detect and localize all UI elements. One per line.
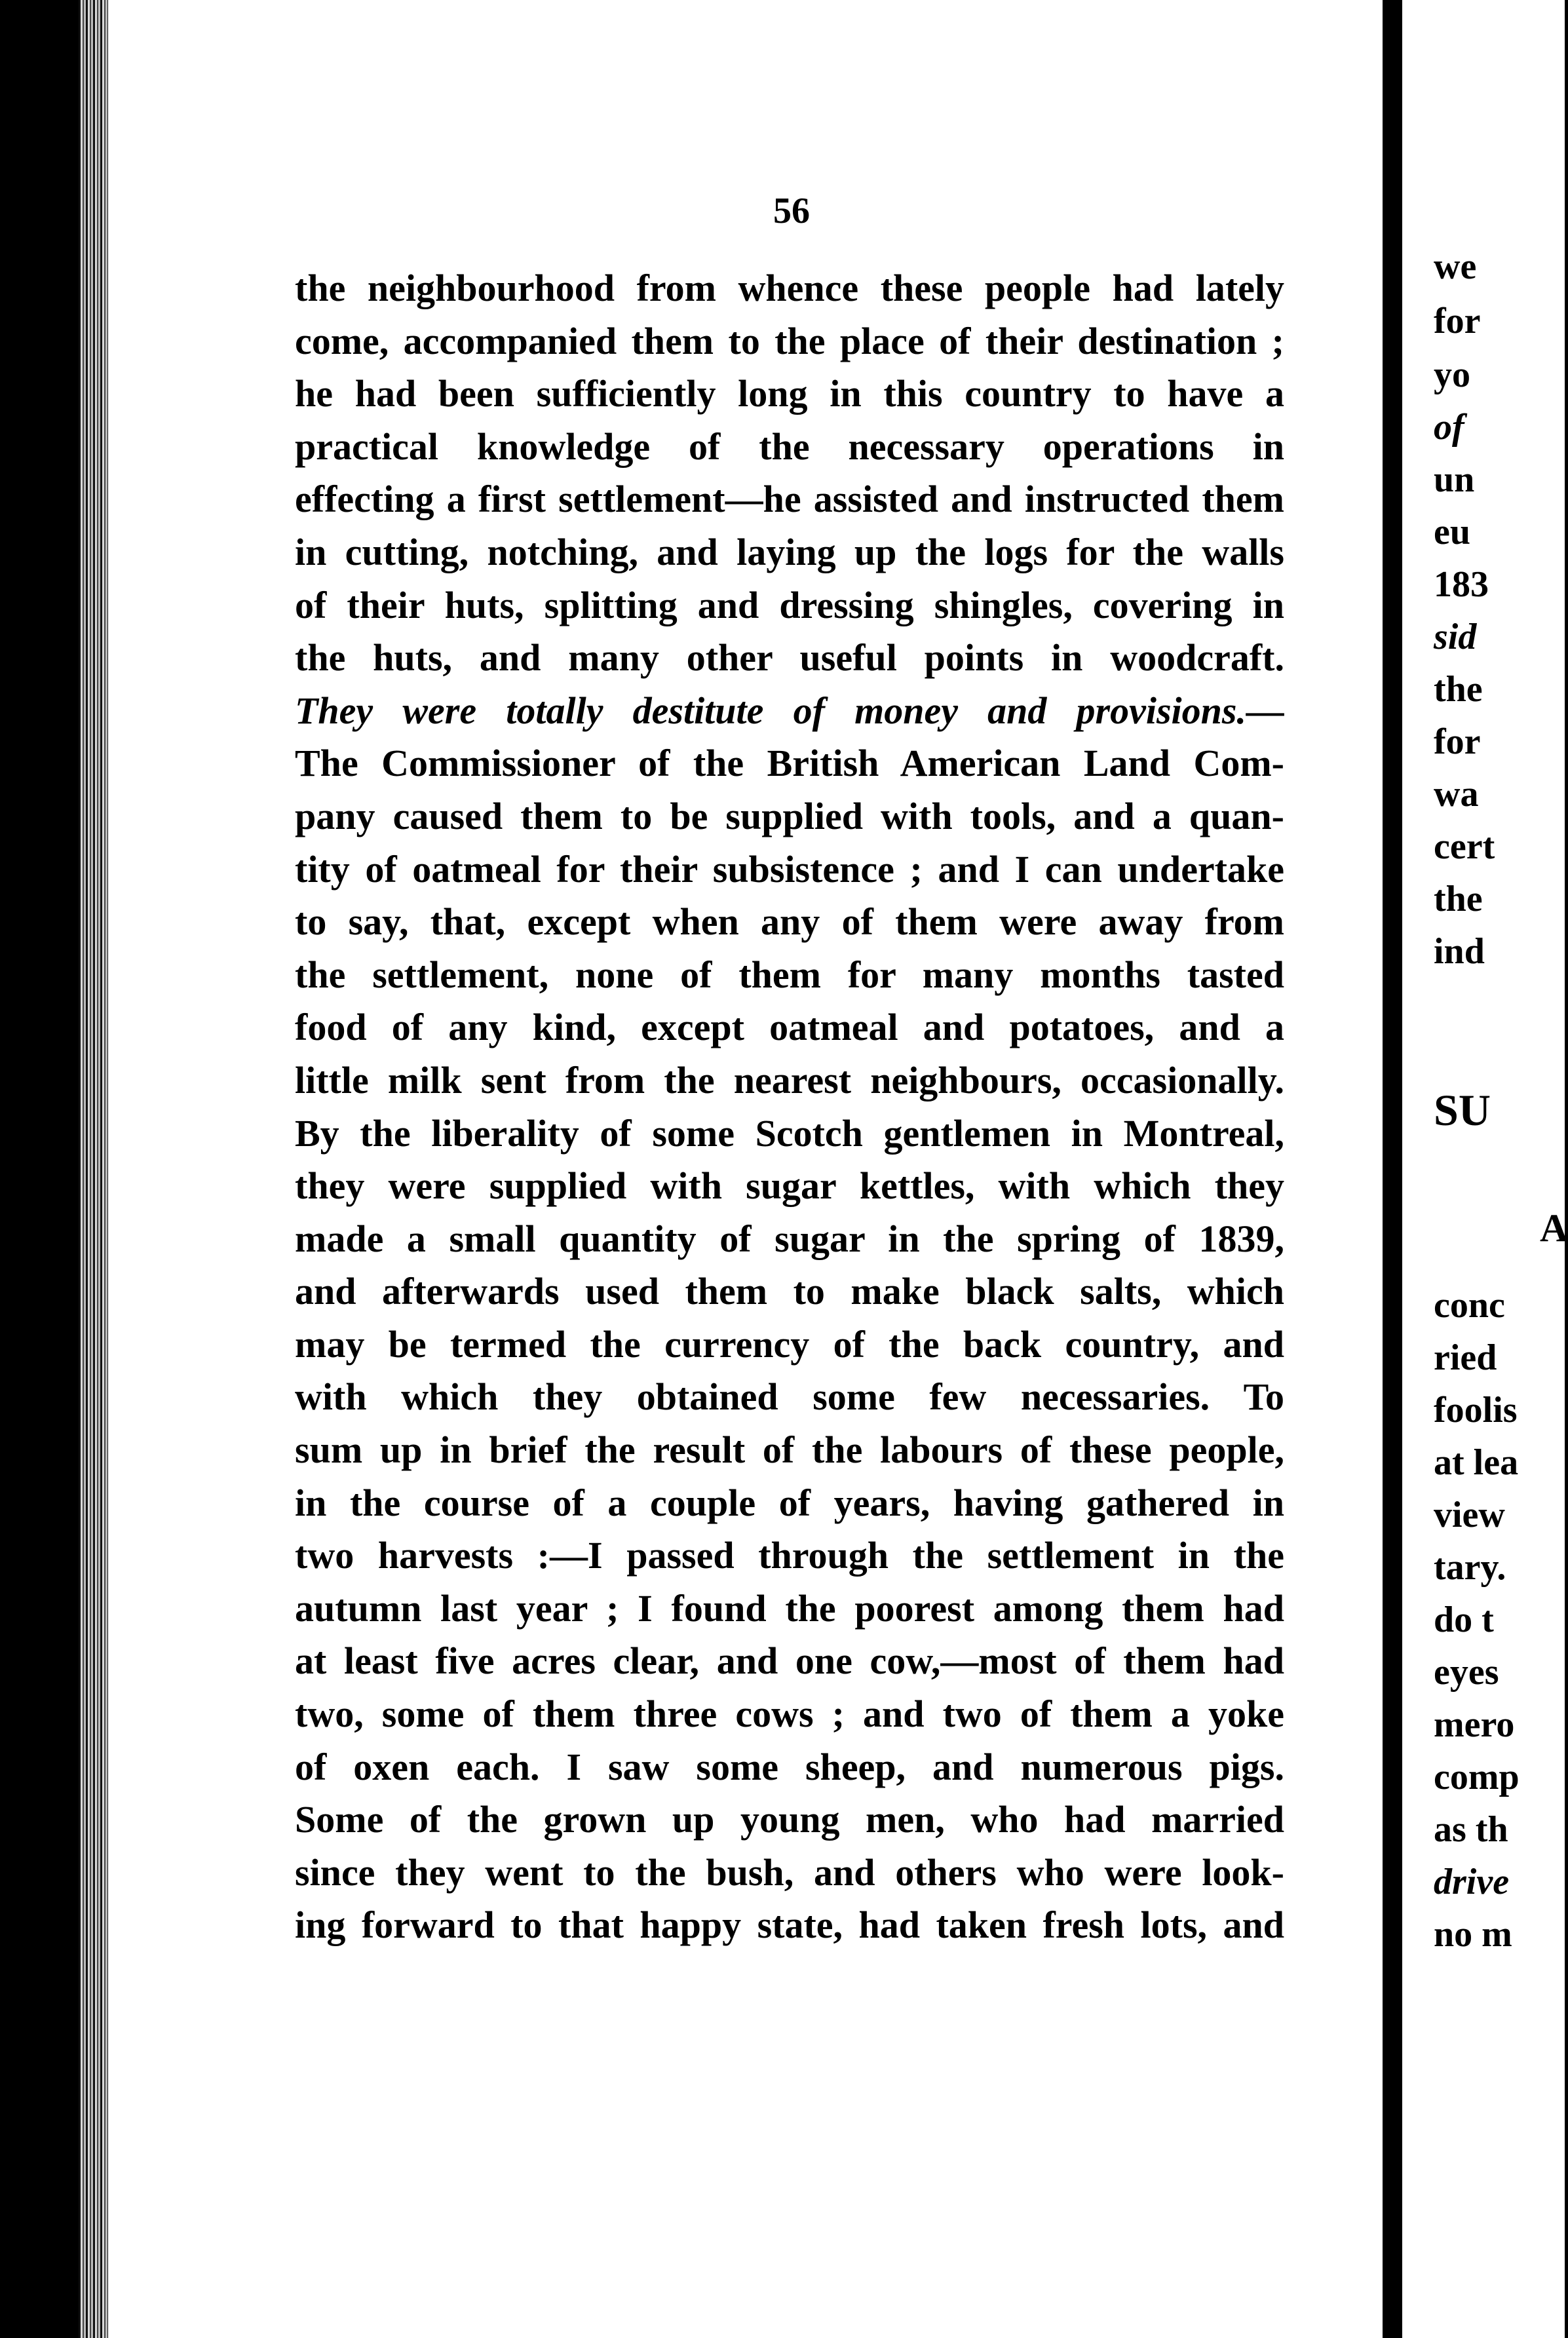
- text-line: they were supplied with sugar kettles, with which they: [295, 1164, 1284, 1208]
- text-line: of their huts, splitting and dressing shingles, covering in: [295, 583, 1284, 626]
- text-line: with which they obtained some few necessaries. To: [295, 1375, 1284, 1419]
- text-line: may be termed the currency of the back country, and: [295, 1322, 1284, 1366]
- fragment: at lea: [1434, 1442, 1519, 1483]
- fragment: we: [1434, 246, 1477, 287]
- text-line: of oxen each. I saw some sheep, and numerous pigs.: [295, 1745, 1284, 1788]
- text-line-italic: They were totally destitute of money and provisions.—: [295, 689, 1284, 732]
- text-line: The Commissioner of the British American Land Com-: [295, 742, 1284, 785]
- text-line: tity of oatmeal for their subsistence ; and I can undertake: [295, 847, 1284, 891]
- fragment: un: [1434, 459, 1475, 500]
- fragment: view: [1434, 1495, 1505, 1535]
- text-line: Some of the grown up young men, who had married: [295, 1798, 1284, 1841]
- fragment: mero: [1434, 1704, 1515, 1745]
- fragment: for: [1434, 721, 1481, 762]
- text-line: come, accompanied them to the place of their destination ;: [295, 319, 1284, 362]
- fragment: yo: [1434, 355, 1470, 395]
- fragment: ind: [1434, 931, 1485, 972]
- fragment: do t: [1434, 1600, 1494, 1640]
- fragment: as th: [1434, 1809, 1508, 1850]
- fragment: the: [1434, 669, 1483, 710]
- fragment: eu: [1434, 512, 1470, 552]
- fragment: eyes: [1434, 1652, 1499, 1693]
- fragment: ried: [1434, 1337, 1497, 1378]
- text-line: practical knowledge of the necessary operations in: [295, 425, 1284, 468]
- text-line: at least five acres clear, and one cow,—most of them had: [295, 1639, 1284, 1683]
- text-line: ing forward to that happy state, had taken fresh lots, and: [295, 1904, 1284, 1947]
- text-line: he had been sufficiently long in this country to have a: [295, 372, 1284, 415]
- fragment: sid: [1434, 617, 1477, 657]
- fragment: no m: [1434, 1914, 1512, 1955]
- fragment: the: [1434, 879, 1483, 919]
- text-line: the settlement, none of them for many months tasted: [295, 953, 1284, 996]
- fragment: wa: [1434, 774, 1479, 814]
- text-line: By the liberality of some Scotch gentlemen in Montreal,: [295, 1111, 1284, 1155]
- text-line: the neighbourhood from whence these people had lately: [295, 267, 1284, 309]
- text-line: made a small quantity of sugar in the spring of 1839,: [295, 1217, 1284, 1260]
- fragment: foolis: [1434, 1390, 1518, 1430]
- text-line: two harvests :—I passed through the settlement in the: [295, 1534, 1284, 1577]
- text-line: since they went to the bush, and others who were look-: [295, 1850, 1284, 1894]
- text-line: to say, that, except when any of them were away from: [295, 900, 1284, 944]
- fragment: 183: [1434, 564, 1489, 605]
- fragment: drive: [1434, 1862, 1510, 1902]
- fragment: comp: [1434, 1757, 1520, 1797]
- text-line: food of any kind, except oatmeal and potatoes, and a: [295, 1006, 1284, 1049]
- fragment: tary.: [1434, 1547, 1506, 1588]
- text-line: two, some of them three cows ; and two of them a yoke: [295, 1693, 1284, 1736]
- fragment: for: [1434, 301, 1481, 341]
- text-line: the huts, and many other useful points in woodcraft.: [295, 636, 1284, 680]
- text-line: in the course of a couple of years, having gathered in: [295, 1481, 1284, 1524]
- fragment: A: [1540, 1206, 1568, 1250]
- text-line: and afterwards used them to make black salts, which: [295, 1270, 1284, 1313]
- fragment: cert: [1434, 826, 1495, 867]
- fragment-heading: SU: [1434, 1085, 1491, 1135]
- text-line: autumn last year ; I found the poorest among them had: [295, 1586, 1284, 1630]
- fragment: conc: [1434, 1285, 1505, 1326]
- text-line: little milk sent from the nearest neighbours, occasionally.: [295, 1058, 1284, 1102]
- text-line: effecting a first settlement—he assisted and instructed them: [295, 478, 1284, 521]
- text-line: in cutting, notching, and laying up the logs for the walls: [295, 530, 1284, 573]
- text-line: pany caused them to be supplied with tools, and a quan-: [295, 794, 1284, 837]
- text-line: sum up in brief the result of the labours of these people,: [295, 1428, 1284, 1472]
- fragment: of: [1434, 407, 1464, 448]
- page-number: 56: [773, 191, 810, 231]
